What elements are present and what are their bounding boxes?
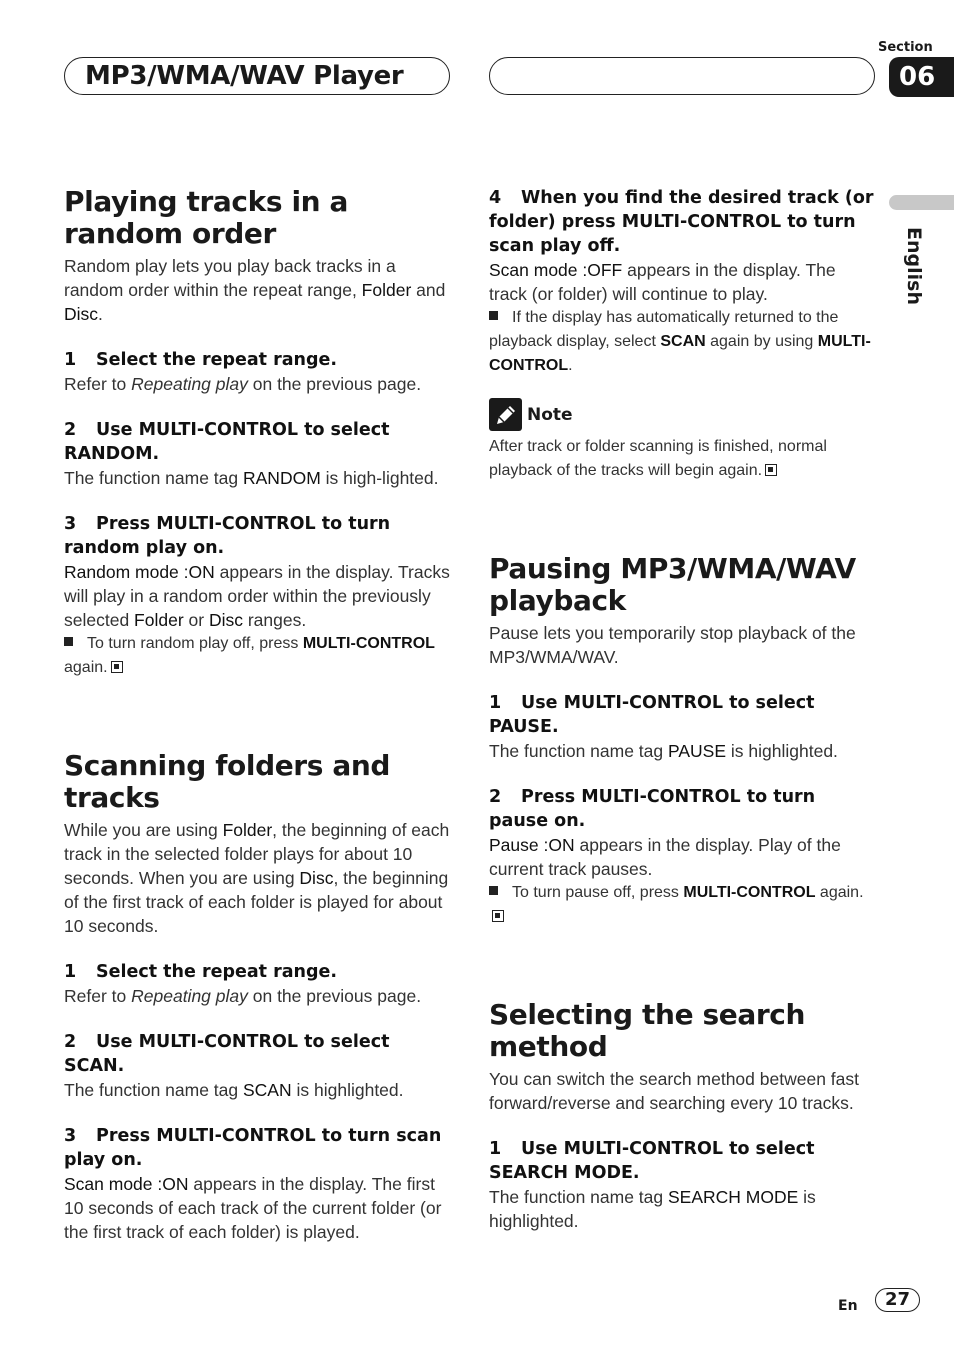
scan-step-4: 4 When you find the desired track (or folder) press MULTI-CONTROL to turn scan play off.: [489, 188, 874, 256]
scan-step-4-text: Scan mode :OFF appears in the display. The track (or folder) will continue to play.: [489, 260, 836, 304]
scan-step-3: 3 Press MULTI-CONTROL to turn scan play on.: [64, 1126, 442, 1170]
random-step-2-text: The function name tag RANDOM is high-lighted.: [64, 468, 439, 488]
section-badge: [889, 57, 954, 97]
end-mark-icon: [765, 464, 777, 476]
language-tab: [889, 195, 954, 210]
random-step-1: 1 Select the repeat range.: [64, 350, 338, 370]
section-label: Section: [878, 40, 933, 55]
end-mark-icon: [111, 661, 123, 673]
scan-heading: Scanning folders and tracks: [64, 749, 390, 814]
bullet-square-icon: [64, 637, 73, 646]
search-step-1-text: The function name tag SEARCH MODE is highlighted.: [489, 1187, 816, 1231]
scan-step-1: 1 Select the repeat range.: [64, 962, 338, 982]
random-step-2: 2 Use MULTI-CONTROL to select RANDOM.: [64, 420, 390, 464]
page-number: 27: [875, 1288, 920, 1312]
scan-step-2: 2 Use MULTI-CONTROL to select SCAN.: [64, 1032, 390, 1076]
random-heading: Playing tracks in a random order: [64, 185, 349, 250]
random-step-1-text: Refer to Repeating play on the previous page.: [64, 374, 422, 394]
search-heading: Selecting the search method: [489, 998, 805, 1063]
pause-step-2: 2 Press MULTI-CONTROL to turn pause on.: [489, 787, 816, 831]
bullet-square-icon: [489, 886, 498, 895]
footer-language: En: [838, 1298, 858, 1314]
note-pencil-icon: [489, 398, 522, 431]
pause-step-1-text: The function name tag PAUSE is highlighted.: [489, 741, 838, 761]
random-tip: To turn random play off, press MULTI-CONTROL again.: [64, 635, 435, 676]
left-column: [64, 186, 454, 1244]
bullet-square-icon: [489, 311, 498, 320]
random-step-3-text: Random mode :ON appears in the display. Tracks will play in a random order within the previously selected Folder or Disc ranges.: [64, 562, 450, 630]
header-blank-pill: [489, 57, 875, 95]
pause-step-2-text: Pause :ON appears in the display. Play of the current track pauses.: [489, 835, 841, 879]
header-title-pill: [64, 57, 450, 95]
scan-tip: If the display has automatically returned to the playback display, select SCAN again by using MULTI-CONTROL.: [489, 309, 871, 374]
random-intro: Random play lets you play back tracks in a random order within the repeat range, Folder and Disc.: [64, 256, 446, 324]
pause-intro: Pause lets you temporarily stop playback of the MP3/WMA/WAV.: [489, 623, 856, 667]
right-column: [489, 186, 874, 1233]
scan-step-3-text: Scan mode :ON appears in the display. The first 10 seconds of each track of the current folder (or the first track of each folder) is played.: [64, 1174, 442, 1242]
scan-intro: While you are using Folder, the beginning of each track in the selected folder plays for about 10 seconds. When you are using Disc, the beginning of the first track of each folder is played for about 10 seconds.: [64, 820, 450, 936]
end-mark-icon: [492, 910, 504, 922]
note-header: [489, 398, 874, 431]
pause-tip: To turn pause off, press MULTI-CONTROL again.: [489, 881, 874, 929]
search-intro: You can switch the search method between fast forward/reverse and searching every 10 tracks.: [489, 1069, 859, 1113]
header-title: MP3/WMA/WAV Player: [85, 61, 404, 91]
section-number: 06: [899, 62, 936, 92]
scan-step-1-text: Refer to Repeating play on the previous page.: [64, 986, 422, 1006]
pause-heading: Pausing MP3/WMA/WAV playback: [489, 552, 856, 617]
note-label: Note: [527, 404, 573, 425]
search-step-1: 1 Use MULTI-CONTROL to select SEARCH MODE.: [489, 1139, 815, 1183]
note-text: After track or folder scanning is finished, normal playback of the tracks will begin again.: [489, 438, 827, 479]
scan-step-2-text: The function name tag SCAN is highlighted.: [64, 1080, 404, 1100]
language-label: English: [903, 227, 925, 305]
pause-step-1: 1 Use MULTI-CONTROL to select PAUSE.: [489, 693, 815, 737]
random-step-3: 3 Press MULTI-CONTROL to turn random play on.: [64, 514, 391, 558]
